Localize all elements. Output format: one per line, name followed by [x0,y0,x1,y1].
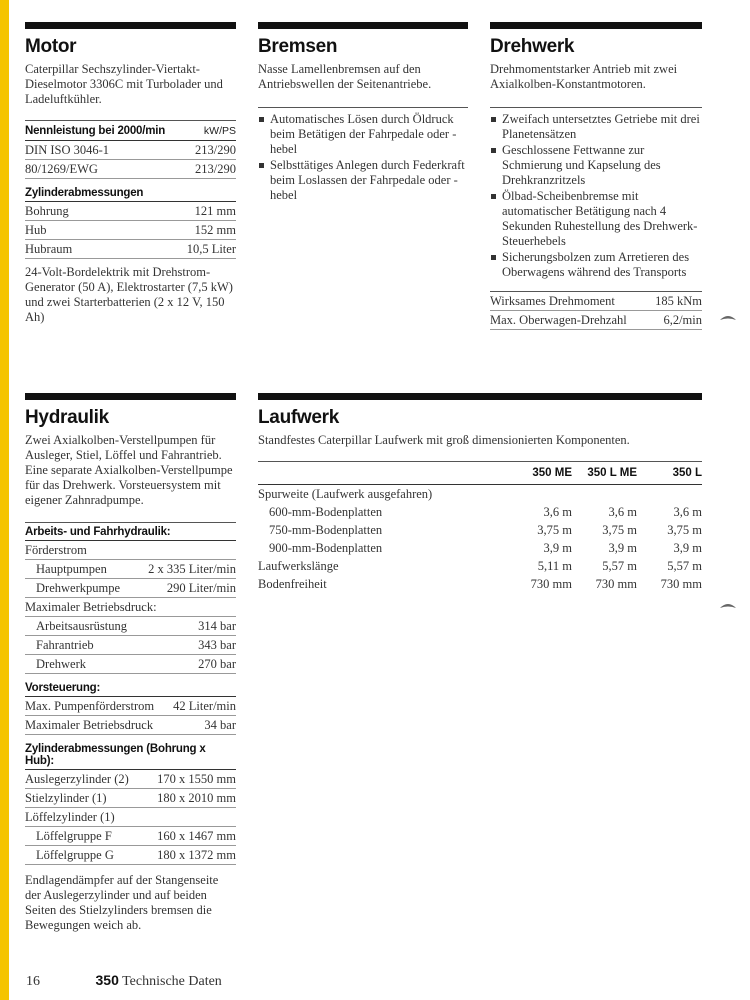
electrical-note: 24-Volt-Bordelektrik mit Drehstrom-Generator (50 A), Elektrostarter (7,5 kW) und zwei Starterbatterien (2 x 12 V, 150 Ah) [25,265,233,324]
row-value: 3,6 m [608,504,637,519]
row-value: 343 bar [198,637,236,652]
row-label: DIN ISO 3046-1 [25,142,110,157]
section-title: Laufwerk [258,407,340,428]
row-label: Wirksames Drehmoment [490,293,615,308]
section-title: Bremsen [258,36,338,57]
row-label: Stielzylinder (1) [25,790,107,805]
pilot-header: Vorsteuerung: [25,682,236,697]
table-row [25,636,236,655]
track-row [258,503,702,521]
table-row [490,311,702,330]
table-row [25,617,236,636]
row-label: Max. Pumpenförderstrom [25,698,155,713]
table-row [25,202,236,221]
table-row [25,160,236,179]
footer-model: 350 [95,972,119,988]
section-intro: Nasse Lamellenbremsen auf den Antriebswellen der Seitenantriebe. [258,62,432,91]
foerderstrom-label: Förderstrom [25,541,236,560]
row-label: Laufwerkslänge [258,558,339,573]
row-label: Hubraum [25,241,73,256]
pressure-table [25,617,236,674]
foerderstrom-table [25,560,236,598]
table-row [25,770,236,789]
row-value: 3,9 m [673,540,702,555]
max-pressure-label: Maximaler Betriebsdruck: [25,598,236,617]
row-label: Bodenfreiheit [258,576,327,591]
row-label: Hauptpumpen [36,561,107,576]
track-table [258,503,702,593]
table-row [25,240,236,259]
bullet-item: Sicherungsbolzen zum Arretieren des Oberwagens während des Transports [490,250,702,280]
row-label: Max. Oberwagen-Drehzahl [490,312,627,327]
yellow-margin-strip [0,0,9,1000]
bullet-list [490,112,702,280]
row-value: 5,57 m [667,558,702,573]
section-title: Hydraulik [25,407,109,428]
row-label: Bohrung [25,203,69,218]
row-value: 290 Liter/min [166,580,236,595]
bullet-item: Selbsttätiges Anlegen durch Federkraft beim Loslassen der Fahrpedale oder -hebel [258,158,468,203]
row-value: 730 mm [530,576,572,591]
power-unit: kW/PS [203,124,236,137]
table-row [25,697,236,716]
section-title: Motor [25,36,77,57]
section-rule [25,393,236,400]
row-value: 3,75 m [602,522,637,537]
page-number: 16 [26,974,40,989]
section-rule [258,393,702,400]
col-header: 350 L [672,467,702,479]
row-label: Drehwerk [36,656,86,671]
row-value: 180 x 1372 mm [157,847,236,862]
hyd-cyl-table [25,770,236,808]
row-label: Maximaler Betriebsdruck [25,717,154,732]
page-edge-mark [719,312,737,324]
row-value: 3,9 m [608,540,637,555]
page-edge-mark [719,600,737,612]
row-label: 80/1269/EWG [25,161,98,176]
row-value: 152 mm [194,222,236,237]
bullet-item: Zweifach untersetztes Getriebe mit drei Planetensätzen [490,112,702,142]
cyl-table [25,202,236,259]
spurweite-label: Spurweite (Laufwerk ausgefahren) [258,486,433,501]
row-value: 2 x 335 Liter/min [148,561,236,576]
row-value: 314 bar [198,618,236,633]
row-value: 3,6 m [673,504,702,519]
bullet-list [258,112,468,203]
row-value: 213/290 [195,161,236,176]
power-table [25,141,236,179]
row-label: 600-mm-Bodenplatten [269,504,383,519]
row-value: 160 x 1467 mm [157,828,236,843]
loeffel-table [25,827,236,865]
section-bremsen [258,22,468,204]
row-value: 170 x 1550 mm [157,771,236,786]
row-value: 34 bar [204,717,236,732]
row-value: 3,9 m [543,540,572,555]
bullet-item: Ölbad-Scheibenbremse mit automatischer Betätigung nach 4 Sekunden Ruhestellung des Drehwerk-Steuerhebels [490,189,702,249]
row-value: 10,5 Liter [186,241,236,256]
row-value: 270 bar [198,656,236,671]
table-row [25,579,236,598]
table-row [25,141,236,160]
divider [490,107,702,108]
table-row [25,827,236,846]
page-footer [26,972,222,990]
row-label: 900-mm-Bodenplatten [269,540,383,555]
row-value: 730 mm [595,576,637,591]
row-label: 750-mm-Bodenplatten [269,522,383,537]
row-label: Arbeitsausrüstung [36,618,127,633]
section-drehwerk [490,22,702,330]
row-value: 5,11 m [537,558,572,573]
row-label: Drehwerkpumpe [36,580,120,595]
row-value: 180 x 2010 mm [157,790,236,805]
row-value: 121 mm [194,203,236,218]
track-row [258,557,702,575]
bullet-item: Geschlossene Fettwanne zur Schmierung und Kapselung des Drehkranzritzels [490,143,702,188]
section-rule [490,22,702,29]
row-label: Löffelgruppe G [36,847,114,862]
cushion-note: Endlagendämpfer auf der Stangenseite der Auslegerzylinder und auf beiden Seiten des Stielzylinders bremsen die Bewegungen weich ab. [25,873,219,932]
hyd-cyl-header: Zylinderabmessungen (Bohrung x Hub): [25,743,236,770]
col-header: 350 L ME [587,467,637,479]
section-intro: Drehmomentstarker Antrieb mit zwei Axialkolben-Konstantmotoren. [490,62,678,91]
work-hydraulics-header: Arbeits- und Fahrhydraulik: [25,523,236,541]
row-value: 185 kNm [655,293,702,308]
row-value: 5,57 m [602,558,637,573]
table-row [25,221,236,240]
power-header: Nennleistung bei 2000/min [25,124,166,137]
section-title: Drehwerk [490,36,575,57]
table-row [25,846,236,865]
col-header: 350 ME [532,467,572,479]
power-header-row [25,121,236,141]
drehwerk-spec-table [490,292,702,330]
row-value: 3,75 m [537,522,572,537]
row-label: Hub [25,222,47,237]
track-header-row [258,462,702,485]
track-row [258,521,702,539]
track-row [258,575,702,593]
row-label: Auslegerzylinder (2) [25,771,129,786]
row-value: 6,2/min [663,312,702,327]
row-value: 730 mm [660,576,702,591]
section-intro: Caterpillar Sechszylinder-Viertakt-Dieselmotor 3306C mit Turbolader und Ladeluftkühler. [25,62,223,106]
section-rule [258,22,468,29]
section-intro: Zwei Axialkolben-Verstellpumpen für Ausleger, Stiel, Löffel und Fahrantrieb. Eine separate Axialkolben-Verstellpumpe für das Drehwerk. Vorsteuersystem mit eigener Zahnradpumpe. [25,433,233,507]
table-row [25,560,236,579]
loeffel-label: Löffelzylinder (1) [25,808,236,827]
section-hydraulik [25,393,236,933]
table-row [25,789,236,808]
table-row [490,292,702,311]
row-label: Löffelgruppe F [36,828,112,843]
row-label: Fahrantrieb [36,637,94,652]
cyl-header: Zylinderabmessungen [25,187,236,202]
track-row [258,539,702,557]
table-row [25,716,236,735]
divider [258,107,468,108]
section-rule [25,22,236,29]
bullet-item: Automatisches Lösen durch Öldruck beim Betätigen der Fahrpedale oder -hebel [258,112,468,157]
table-row [25,655,236,674]
section-intro: Standfestes Caterpillar Laufwerk mit groß dimensionierten Komponenten. [258,433,630,447]
row-value: 42 Liter/min [173,698,236,713]
row-value: 213/290 [195,142,236,157]
footer-doc-title: Technische Daten [122,974,222,989]
section-motor [25,22,236,325]
row-value: 3,75 m [667,522,702,537]
section-laufwerk [258,393,702,593]
row-value: 3,6 m [543,504,572,519]
pilot-table [25,697,236,735]
